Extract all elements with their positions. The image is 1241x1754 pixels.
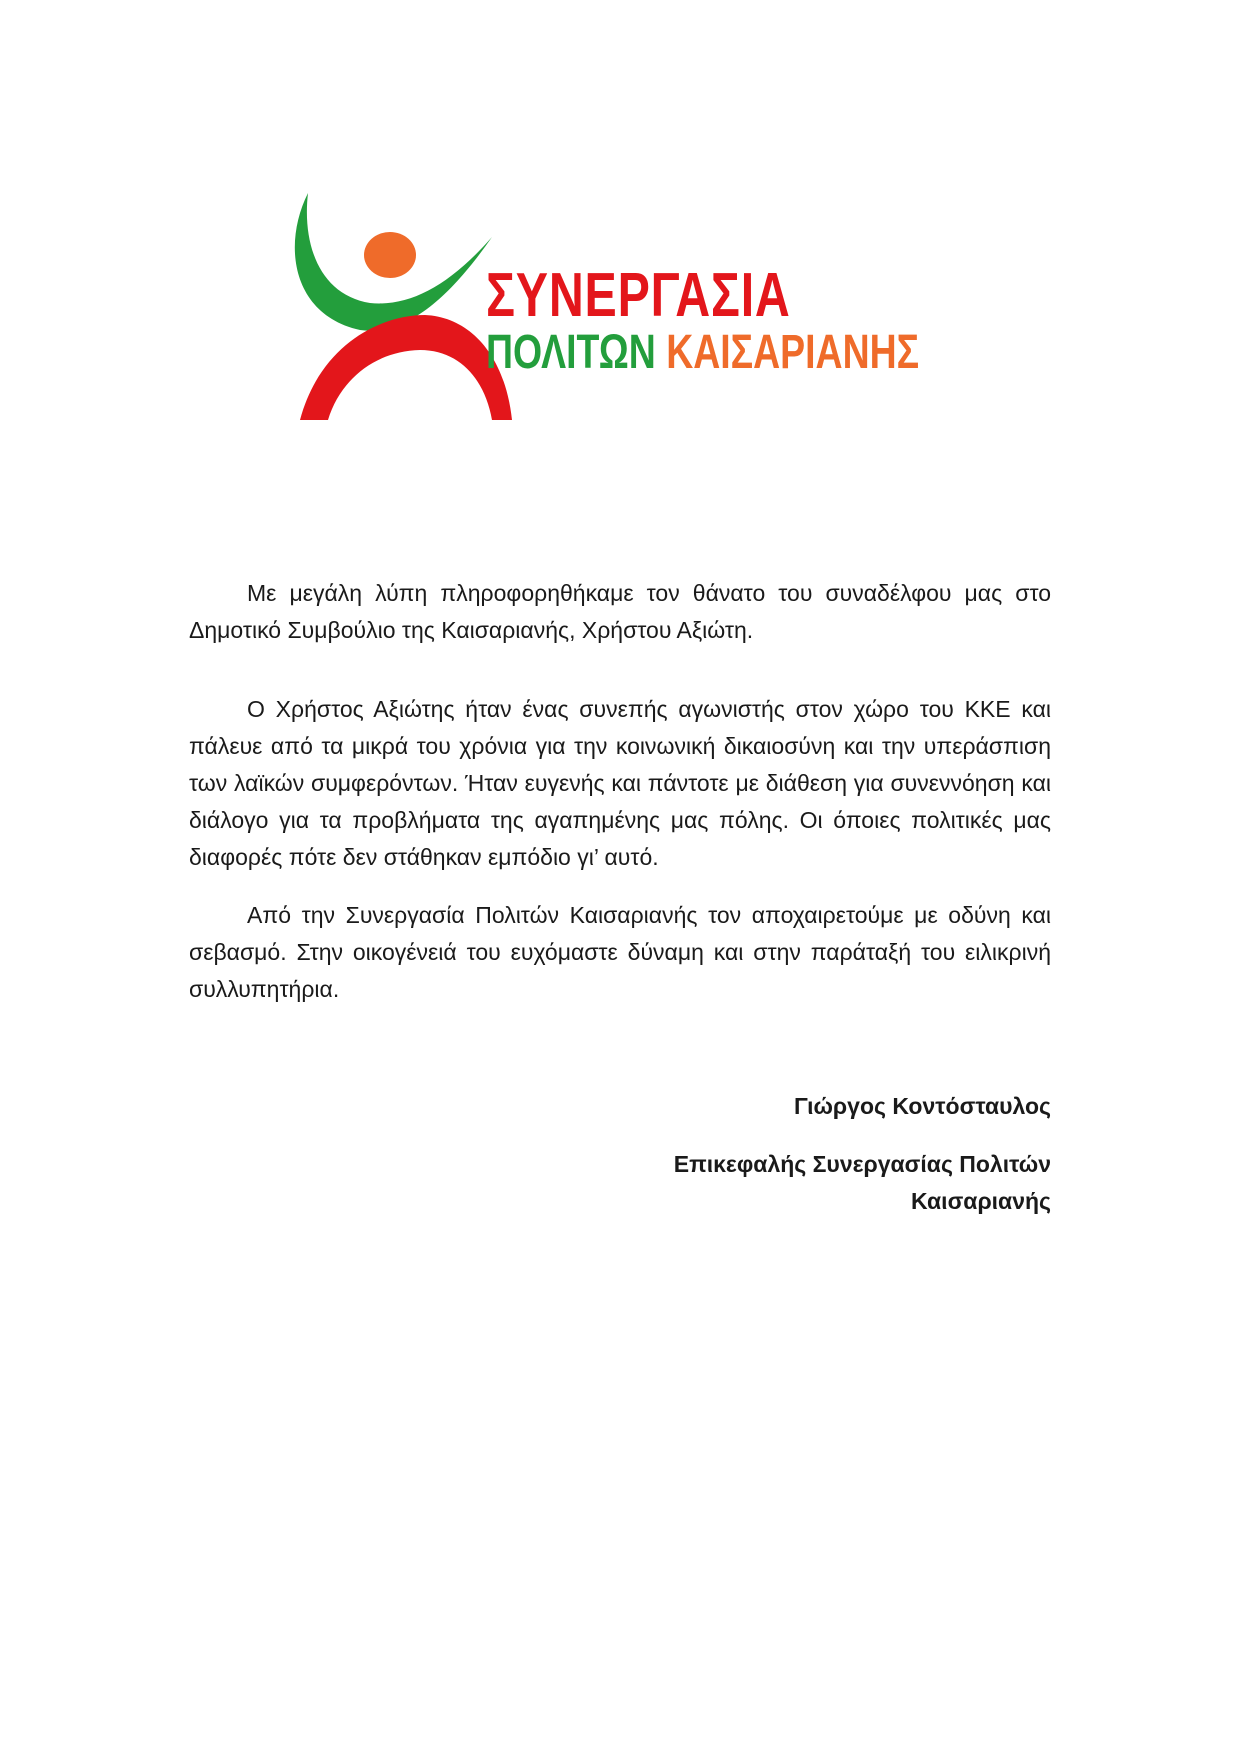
logo-line-2-orange: ΚΑΙΣΑΡΙΑΝΗΣ — [666, 326, 920, 379]
signature-block — [674, 1088, 1051, 1220]
organization-logo — [280, 185, 920, 445]
logo-line-1: ΣΥΝΕΡΓΑΣΙΑ — [486, 261, 791, 330]
letter-paragraph-2: Ο Χρήστος Αξιώτης ήταν ένας συνεπής αγωνιστής στον χώρο του ΚΚΕ και πάλευε από τα μικρά του χρόνια για την κοινωνική δικαιοσύνη και την υπεράσπιση των λαϊκών συμφερόντων. Ήταν ευγενής και πάντοτε με διάθεση για συνεννόηση και διάλογο για τα προβλήματα της αγαπημένης μας πόλης. Οι όποιες πολιτικές μας διαφορές πότε δεν στάθηκαν εμπόδιο γι’ αυτό. — [189, 696, 1051, 870]
logo-line-2-green: ΠΟΛΙΤΩΝ — [486, 326, 656, 379]
letter-paragraph-3: Από την Συνεργασία Πολιτών Καισαριανής τον αποχαιρετούμε με οδύνη και σεβασμό. Στην οικογένειά του ευχόμαστε δύναμη και στην παράταξή του ειλικρινή συλλυπητήρια. — [189, 902, 1051, 1002]
signature-title-line-2: Καισαριανής — [910, 1188, 1051, 1214]
logo-orange-head — [364, 232, 416, 278]
logo-red-arch — [300, 315, 512, 420]
logo-line-2 — [486, 326, 920, 379]
logo-wordmark — [486, 261, 920, 379]
signature-name: Γιώργος Κοντόσταυλος — [794, 1093, 1051, 1119]
letter-paragraph-1: Με μεγάλη λύπη πληροφορηθήκαμε τον θάνατο του συναδέλφου μας στο Δημοτικό Συμβούλιο της Καισαριανής, Χρήστου Αξιώτη. — [189, 580, 1051, 643]
signature-title-line-1: Επικεφαλής Συνεργασίας Πολιτών — [673, 1151, 1051, 1177]
letter-body — [189, 575, 1051, 1008]
